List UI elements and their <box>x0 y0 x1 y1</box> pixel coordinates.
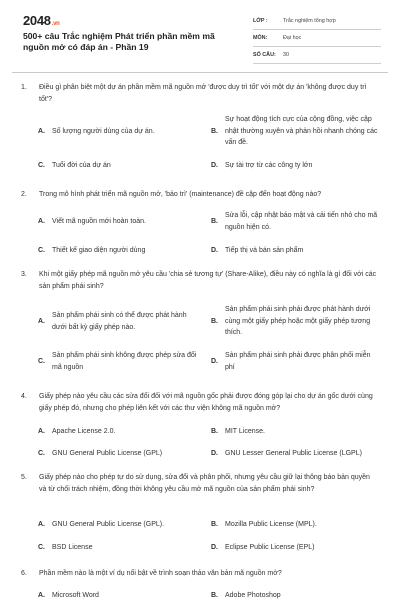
option-text: GNU General Public License (GPL) <box>52 450 163 457</box>
option-letter: B. <box>211 128 218 135</box>
option-text: Sự tài trợ từ các công ty lớn <box>225 162 313 169</box>
option-letter: A. <box>38 128 45 135</box>
option-letter: B. <box>211 318 218 325</box>
option-letter: B. <box>211 521 218 528</box>
header-divider <box>12 72 388 73</box>
option-text: Sản phẩm phái sinh có thể được phát hành dưới bất kỳ giấy phép nào. <box>52 312 187 331</box>
option-letter: C. <box>38 358 45 365</box>
option-text: Mozilla Public License (MPL). <box>225 521 317 528</box>
option-letter: C. <box>38 162 45 169</box>
site-logo[interactable] <box>23 13 60 28</box>
meta-label: MÔN: <box>253 35 268 41</box>
meta-row-class <box>253 13 381 30</box>
option-letter: A. <box>38 318 45 325</box>
question-number: 3. <box>21 271 27 278</box>
option-letter: B. <box>211 592 218 599</box>
question-number: 6. <box>21 570 27 577</box>
option-letter: D. <box>211 247 218 254</box>
option-letter: B. <box>211 428 218 435</box>
meta-row-count <box>253 47 381 64</box>
option-text: Apache License 2.0. <box>52 428 116 435</box>
logo-text: 2048 <box>23 13 51 28</box>
option-letter: C. <box>38 247 45 254</box>
question-text: Trong mô hình phát triển mã nguồn mở, 'bảo trì' (maintenance) đề cập đến hoạt động nào? <box>39 191 322 198</box>
option-text: Microsoft Word <box>52 592 99 599</box>
question-number: 2. <box>21 191 27 198</box>
question <box>21 568 379 580</box>
question <box>21 269 379 293</box>
option-letter: A. <box>38 218 45 225</box>
document-title: 500+ câu Trắc nghiệm Phát triển phần mềm mã nguồn mở có đáp án - Phần 19 <box>23 31 215 52</box>
logo-suffix: .vn <box>51 21 60 27</box>
meta-value: Đại học <box>283 35 302 41</box>
option-text: GNU General Public License (GPL). <box>52 521 165 528</box>
option-letter: B. <box>211 218 218 225</box>
meta-label: SỐ CÂU: <box>253 52 276 58</box>
question-text: Giấy phép nào yêu cầu các sửa đổi đối với mã nguồn gốc phải được đóng góp lại cho dự án gốc dưới cùng giấy phép đó, nhưng cho phép liên kết với các thư viện không mã nguồn mở? <box>39 393 373 412</box>
option-text: Tiếp thị và bán sản phẩm <box>225 247 304 254</box>
question-number: 4. <box>21 393 27 400</box>
meta-label: LỚP : <box>253 18 268 24</box>
question-text: Khi một giấy phép mã nguồn mở yêu cầu 'chia sẻ tương tự' (Share-Alike), điều này có nghĩa là gì đối với các sản phẩm phái sinh? <box>39 271 377 290</box>
option-text: BSD License <box>52 544 93 551</box>
meta-value: 30 <box>283 52 289 58</box>
question-number: 1. <box>21 84 27 91</box>
document-header <box>0 0 400 66</box>
option-text: MIT License. <box>225 428 265 435</box>
question-number: 5. <box>21 474 27 481</box>
option-text: GNU Lesser General Public License (LGPL) <box>225 450 362 457</box>
option-text: Sản phẩm phái sinh phải được phát hành dưới cùng một giấy phép hoặc một giấy phép tương thích. <box>225 306 371 336</box>
option-text: Sản phẩm phái sinh phải được phân phối miễn phí <box>225 352 371 371</box>
option-letter: D. <box>211 162 218 169</box>
question-text: Giấy phép nào cho phép tự do sử dụng, sửa đổi và phân phối, nhưng yêu cầu giữ lại thông báo bản quyền và từ chối trách nhiệm, đồng thời không yêu cầu mở mã nguồn của sản phẩm phái sinh? <box>39 474 370 493</box>
option-letter: A. <box>38 592 45 599</box>
option-letter: C. <box>38 450 45 457</box>
option-text: Sự hoạt động tích cực của cộng đồng, việc cập nhật thường xuyên và phản hồi nhanh chóng các vấn đề. <box>225 116 378 146</box>
question <box>21 189 379 201</box>
question-text: Phần mềm nào là một ví dụ nổi bật về trình soạn thảo văn bản mã nguồn mở? <box>39 570 282 577</box>
option-text: Số lượng người dùng của dự án. <box>52 128 155 135</box>
option-letter: D. <box>211 450 218 457</box>
meta-table <box>253 13 381 64</box>
option-letter: D. <box>211 544 218 551</box>
question <box>21 391 379 415</box>
meta-value: Trắc nghiệm tổng hợp <box>283 18 336 24</box>
option-letter: D. <box>211 358 218 365</box>
option-letter: A. <box>38 521 45 528</box>
option-text: Viết mã nguồn mới hoàn toàn. <box>52 218 146 225</box>
option-text: Eclipse Public License (EPL) <box>225 544 315 551</box>
question-text: Điều gì phân biệt một dự án phần mềm mã nguồn mở 'được duy trì tốt' với một dự án 'không được duy trì tốt'? <box>39 84 367 103</box>
option-letter: C. <box>38 544 45 551</box>
meta-row-subject <box>253 30 381 47</box>
option-text: Sản phẩm phái sinh không được phép sửa đổi mã nguồn <box>52 352 197 371</box>
option-text: Tuổi đời của dự án <box>52 162 111 169</box>
option-text: Thiết kế giao diện người dùng <box>52 247 146 254</box>
option-text: Sửa lỗi, cập nhật bảo mật và cải tiến nhỏ cho mã nguồn hiện có. <box>225 212 378 231</box>
question <box>21 472 379 508</box>
question <box>21 82 379 106</box>
option-letter: A. <box>38 428 45 435</box>
option-text: Adobe Photoshop <box>225 592 281 599</box>
